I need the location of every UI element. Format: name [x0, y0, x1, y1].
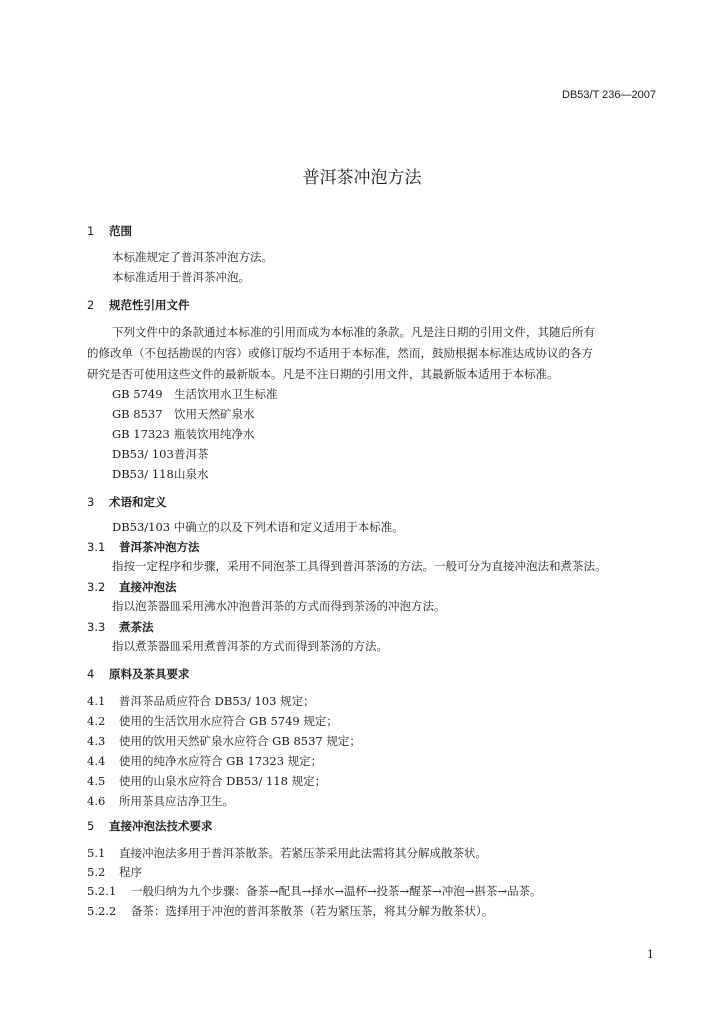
- list-item: [87, 864, 142, 880]
- item-number: 5.1: [87, 846, 106, 860]
- item-number: 4.1: [87, 694, 106, 708]
- item-text: 使用的生活饮用水应符合 GB 5749 规定；: [119, 714, 338, 728]
- s1-line-2: 本标准适用于普洱茶冲泡。: [112, 270, 250, 284]
- section-number: 5: [87, 819, 95, 833]
- list-item: [87, 903, 493, 919]
- item-number: 4.5: [87, 774, 106, 788]
- list-item: [87, 793, 234, 809]
- item-number: 4.6: [87, 794, 106, 808]
- term-number: 3.3: [87, 620, 106, 634]
- term-heading: [87, 539, 200, 555]
- item-text: 使用的山泉水应符合 DB53/ 118 规定；: [119, 774, 327, 788]
- ref-title: 生活饮用水卫生标准: [174, 387, 278, 401]
- list-item: [87, 773, 326, 789]
- item-text: 普洱茶品质应符合 DB53/ 103 规定；: [119, 694, 315, 708]
- item-text: 使用的饮用天然矿泉水应符合 GB 8537 规定；: [119, 734, 361, 748]
- ref-title: 山泉水: [174, 467, 209, 481]
- ref-item: [112, 386, 278, 402]
- s3-intro: DB53/103 中确立的以及下列术语和定义适用于本标准。: [112, 520, 404, 534]
- section-title: 规范性引用文件: [109, 298, 190, 312]
- section-title: 范围: [109, 224, 132, 238]
- section-number: 2: [87, 298, 95, 312]
- term-title: 煮茶法: [119, 620, 154, 634]
- section-4-heading: [87, 666, 190, 682]
- section-title: 术语和定义: [109, 495, 167, 509]
- ref-item: [112, 406, 255, 422]
- item-text: 备茶：选择用于冲泡的普洱茶散茶（若为紧压茶，将其分解为散茶状）。: [131, 904, 494, 918]
- list-item: [87, 845, 487, 861]
- section-title: 原料及茶具要求: [109, 667, 190, 681]
- item-text: 使用的纯净水应符合 GB 17323 规定；: [119, 754, 323, 768]
- section-title: 直接冲泡法技术要求: [109, 819, 213, 833]
- list-item: [87, 753, 322, 769]
- term-title: 直接冲泡法: [119, 580, 177, 594]
- ref-code: GB 8537: [112, 407, 163, 421]
- ref-code: DB53/ 103: [112, 447, 174, 461]
- term-definition: 指以煮茶器皿采用煮普洱茶的方式而得到茶汤的方法。: [112, 639, 388, 653]
- item-number: 5.2.1: [87, 884, 117, 898]
- term-number: 3.1: [87, 540, 106, 554]
- term-heading: [87, 579, 177, 595]
- ref-item: [112, 426, 255, 442]
- list-item: [87, 693, 315, 709]
- standard-code: DB53/T 236—2007: [562, 89, 656, 101]
- section-1-heading: [87, 223, 132, 239]
- ref-title: 瓶装饮用纯净水: [174, 427, 255, 441]
- ref-item: [112, 466, 209, 482]
- page-title: 普洱茶冲泡方法: [302, 168, 422, 188]
- item-number: 4.4: [87, 754, 106, 768]
- list-item: [87, 713, 338, 729]
- s2-para-line-3: 研究是否可使用这些文件的最新版本。凡是不注日期的引用文件，其最新版本适用于本标准。: [87, 367, 559, 381]
- term-number: 3.2: [87, 580, 106, 594]
- list-item: [87, 733, 361, 749]
- ref-code: GB 17323: [112, 427, 170, 441]
- section-number: 3: [87, 495, 95, 509]
- section-number: 4: [87, 667, 95, 681]
- term-definition: 指以泡茶器皿采用沸水冲泡普洱茶的方式而得到茶汤的冲泡方法。: [112, 599, 446, 613]
- term-title: 普洱茶冲泡方法: [119, 540, 200, 554]
- item-text: 程序: [119, 865, 142, 879]
- section-3-heading: [87, 494, 167, 510]
- item-number: 4.3: [87, 734, 106, 748]
- ref-title: 饮用天然矿泉水: [174, 407, 255, 421]
- term-heading: [87, 619, 154, 635]
- page-number: 1: [647, 948, 654, 961]
- term-definition: 指按一定程序和步骤，采用不同泡茶工具得到普洱茶汤的方法。一般可分为直接冲泡法和煮茶法。: [112, 559, 607, 573]
- ref-item: [112, 446, 209, 462]
- section-5-heading: [87, 818, 213, 834]
- item-number: 5.2: [87, 865, 106, 879]
- ref-code: DB53/ 118: [112, 467, 174, 481]
- item-number: 5.2.2: [87, 904, 117, 918]
- ref-code: GB 5749: [112, 387, 163, 401]
- item-text: 一般归纳为九个步骤：备茶→配具→择水→温杯→投茶→醒茶→冲泡→斟茶→品茶。: [131, 884, 542, 898]
- item-text: 所用茶具应洁净卫生。: [119, 794, 234, 808]
- list-item: [87, 883, 542, 899]
- ref-title: 普洱茶: [174, 447, 209, 461]
- s2-para-line-1: 下列文件中的条款通过本标准的引用而成为本标准的条款。凡是注日期的引用文件，其随后所有: [112, 325, 595, 339]
- section-number: 1: [87, 224, 95, 238]
- s1-line-1: 本标准规定了普洱茶冲泡方法。: [112, 250, 273, 264]
- section-2-heading: [87, 297, 190, 313]
- item-number: 4.2: [87, 714, 106, 728]
- item-text: 直接冲泡法多用于普洱茶散茶。若紧压茶采用此法需将其分解成散茶状。: [119, 846, 487, 860]
- s2-para-line-2: 的修改单（不包括勘误的内容）或修订版均不适用于本标准，然而，鼓励根据本标准达成协议的各方: [87, 346, 593, 360]
